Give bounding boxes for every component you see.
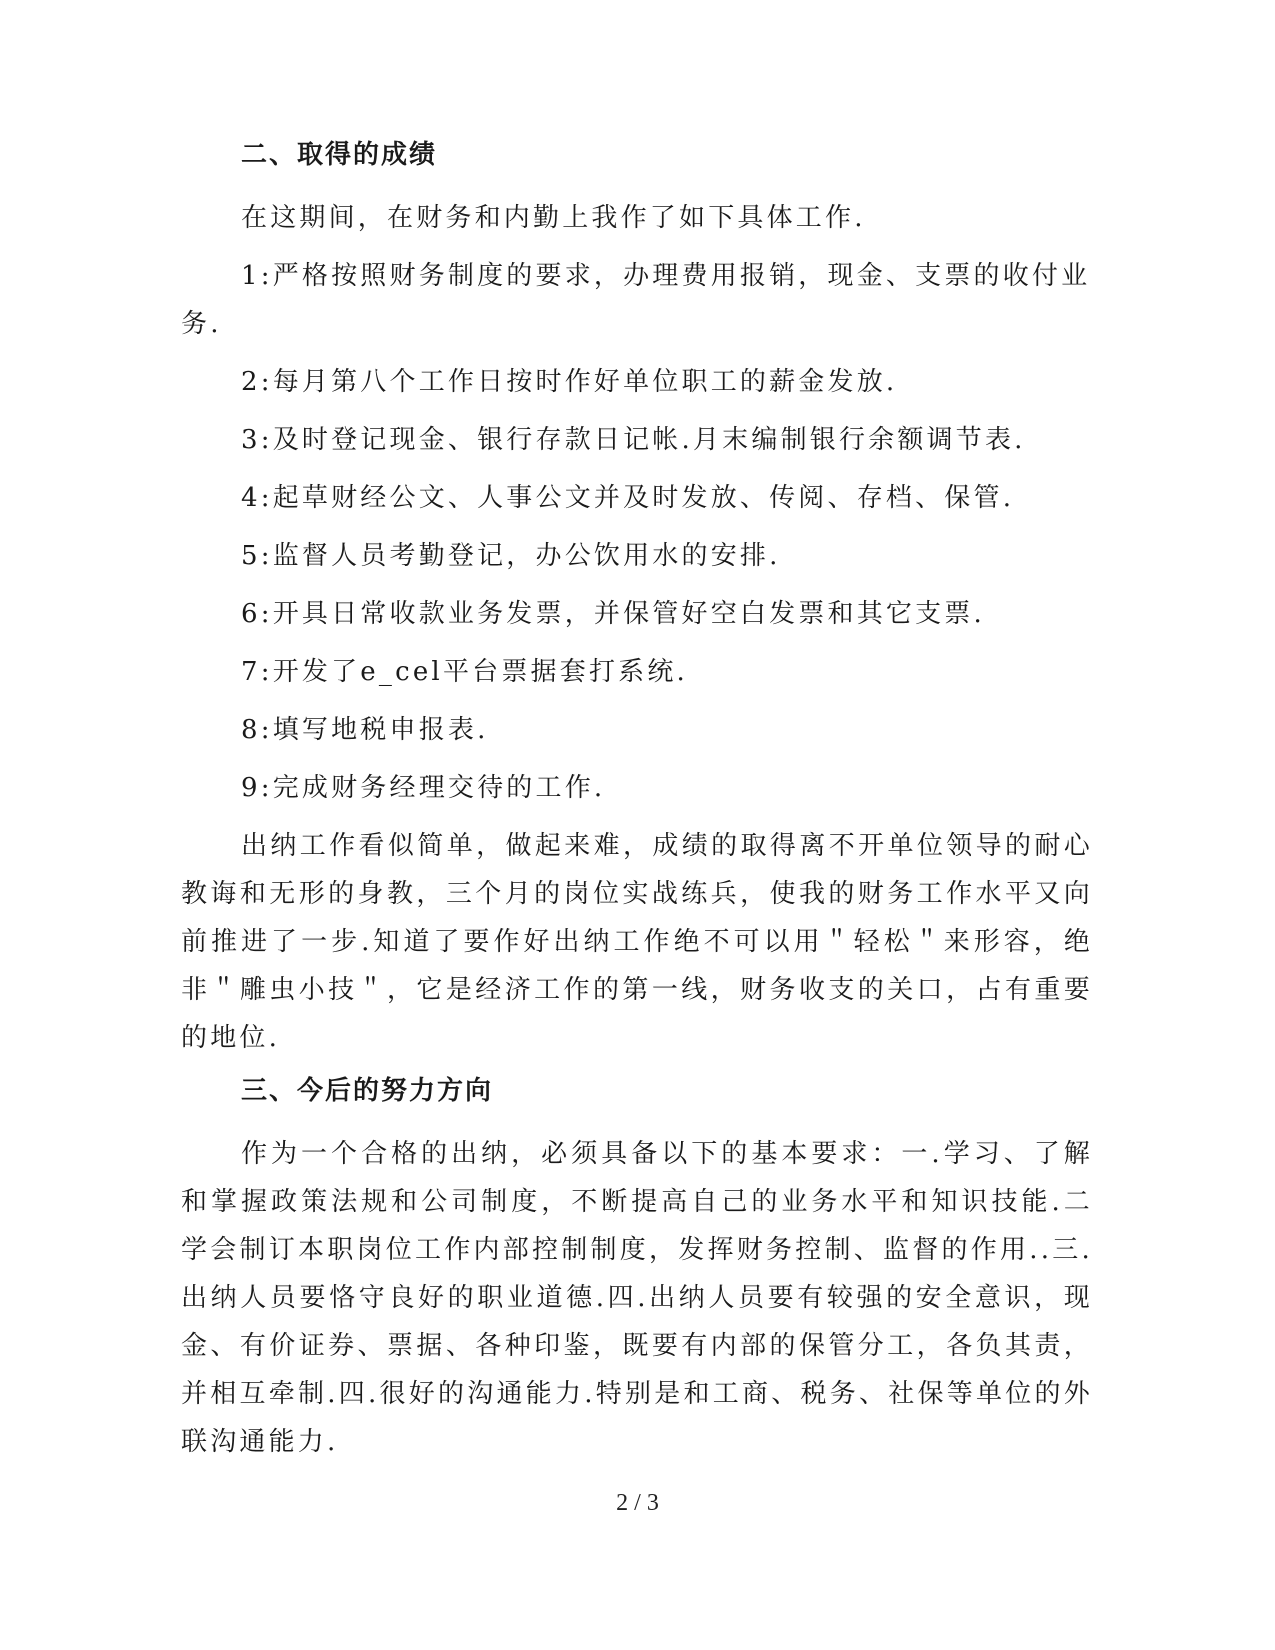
list-item: 5:监督人员考勤登记，办公饮用水的安排. xyxy=(241,541,781,571)
list-item: 8:填写地税申报表. xyxy=(241,715,489,745)
requirements-paragraph: 作为一个合格的出纳，必须具备以下的基本要求：一.学习、了解和掌握政策法规和公司制度，不断提高自己的业务水平和知识技能.二学会制订本职岗位工作内部控制制度，发挥财务控制、监督的作用..三.出纳人员要恪守良好的职业道德.四.出纳人员要有较强的安全意识，现金、有价证券、票据、各种印鉴，既要有内部的保管分工，各负其责，并相互牵制.四.很好的沟通能力.特别是和工商、税务、社保等单位的外联沟通能力. xyxy=(181,1139,1093,1457)
page-number: 2 / 3 xyxy=(616,1490,659,1516)
summary-paragraph: 出纳工作看似简单，做起来难，成绩的取得离不开单位领导的耐心教诲和无形的身教，三个月的岗位实战练兵，使我的财务工作水平又向前推进了一步.知道了要作好出纳工作绝不可以用＂轻松＂来形容，绝非＂雕虫小技＂，它是经济工作的第一线，财务收支的关口，占有重要的地位. xyxy=(181,831,1093,1053)
section-heading-achievements: 二、取得的成绩 xyxy=(241,140,438,170)
list-item: 6:开具日常收款业务发票，并保管好空白发票和其它支票. xyxy=(241,599,985,629)
list-item: 7:开发了e_cel平台票据套打系统. xyxy=(241,657,689,687)
list-item: 9:完成财务经理交待的工作. xyxy=(241,773,606,803)
list-item: 1:严格按照财务制度的要求，办理费用报销，现金、支票的收付业务. xyxy=(181,261,1091,339)
list-item: 3:及时登记现金、银行存款日记帐.月末编制银行余额调节表. xyxy=(241,425,1026,455)
section-heading-future-direction: 三、今后的努力方向 xyxy=(241,1076,494,1106)
section-intro: 在这期间，在财务和内勤上我作了如下具体工作. xyxy=(241,203,866,233)
list-item: 4:起草财经公文、人事公文并及时发放、传阅、存档、保管. xyxy=(241,483,1015,513)
list-item: 2:每月第八个工作日按时作好单位职工的薪金发放. xyxy=(241,367,898,397)
document-body xyxy=(181,136,1093,1476)
